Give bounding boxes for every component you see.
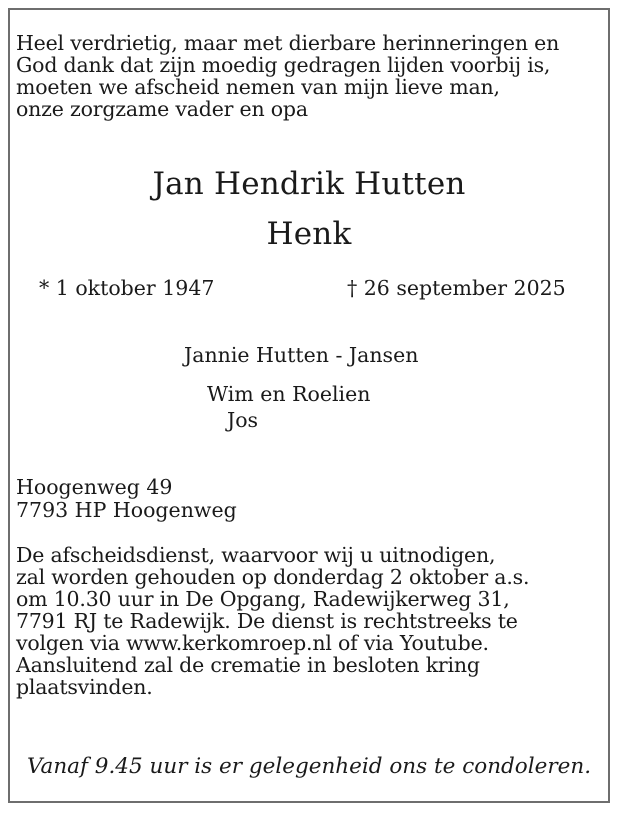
service-line: 7791 RJ te Radewijk. De dienst is rechtstreeks te: [16, 609, 518, 633]
service-line: plaatsvinden.: [16, 675, 153, 699]
deceased-full-name: Jan Hendrik Hutten: [152, 166, 466, 202]
deceased-nickname: Henk: [266, 216, 352, 252]
death-notice-card: [8, 8, 610, 803]
address-line: Hoogenweg 49: [16, 475, 173, 499]
death-date: † 26 september 2025: [347, 276, 566, 300]
address-line: 7793 HP Hoogenweg: [16, 498, 237, 522]
service-line: zal worden gehouden op donderdag 2 oktober a.s.: [16, 565, 530, 589]
family-line: Jos: [227, 408, 259, 432]
correspondence-address: [16, 476, 237, 522]
family-line: Wim en Roelien: [207, 382, 371, 406]
service-line: De afscheidsdienst, waarvoor wij u uitnodigen,: [16, 543, 496, 567]
intro-line: Heel verdrietig, maar met dierbare herinneringen en: [16, 31, 560, 55]
service-details: [16, 544, 529, 698]
service-line: om 10.30 uur in De Opgang, Radewijkerweg 31,: [16, 587, 510, 611]
service-line: volgen via www.kerkomroep.nl of via Youtube.: [16, 631, 489, 655]
birth-date: * 1 oktober 1947: [39, 276, 215, 300]
condolence-note: Vanaf 9.45 uur is er gelegenheid ons te condoleren.: [26, 754, 592, 779]
family-line: Jannie Hutten - Jansen: [184, 343, 419, 367]
intro-line: God dank dat zijn moedig gedragen lijden voorbij is,: [16, 53, 551, 77]
intro-line: onze zorgzame vader en opa: [16, 97, 308, 121]
intro-text: [16, 32, 559, 120]
intro-line: moeten we afscheid nemen van mijn lieve man,: [16, 75, 500, 99]
service-line: Aansluitend zal de crematie in besloten kring: [16, 653, 480, 677]
